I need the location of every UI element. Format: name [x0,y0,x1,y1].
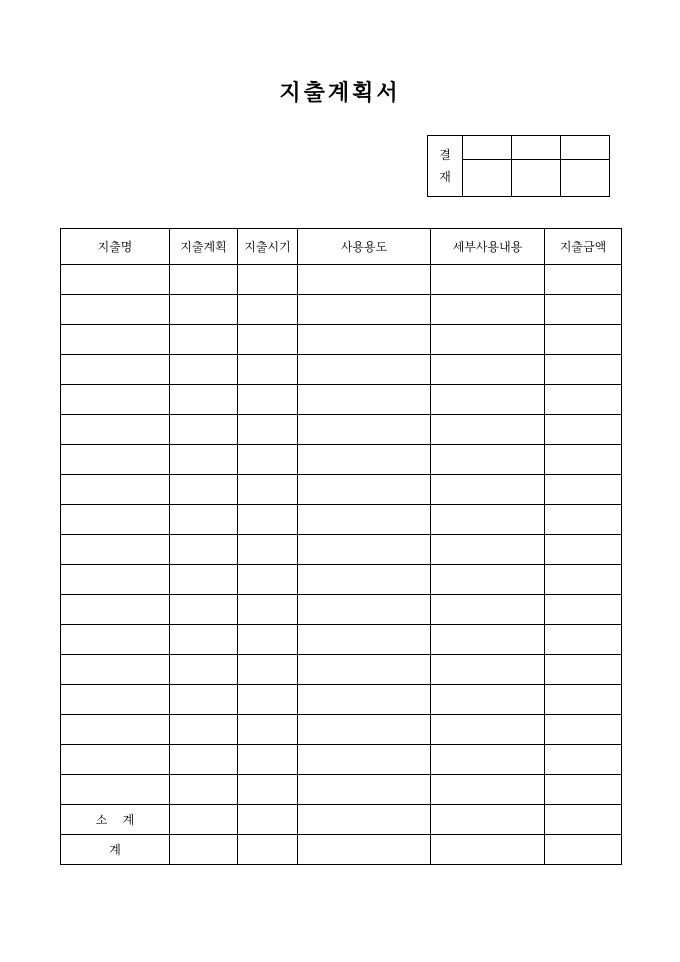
table-row [61,385,622,415]
table-cell[interactable] [545,625,622,655]
table-cell[interactable] [545,505,622,535]
table-header-row [61,229,622,265]
table-cell[interactable] [170,385,238,415]
table-cell[interactable] [61,595,170,625]
approval-label-line2: 재 [439,170,451,184]
header-expense-name: 지출명 [61,229,170,265]
table-cell[interactable] [298,655,431,685]
approval-box [427,135,610,197]
table-row [61,295,622,325]
table-cell[interactable] [238,535,298,565]
table-cell[interactable] [238,595,298,625]
approval-label-line1: 결 [439,148,451,162]
table-cell[interactable] [61,745,170,775]
table-cell[interactable] [431,595,545,625]
table-cell[interactable] [431,655,545,685]
table-cell[interactable] [431,685,545,715]
table-cell[interactable] [545,685,622,715]
table-cell[interactable] [431,505,545,535]
table-cell[interactable] [238,685,298,715]
table-cell[interactable] [238,805,298,835]
table-row [61,685,622,715]
total-row [61,835,622,865]
table-cell[interactable] [431,535,545,565]
table-cell[interactable] [61,325,170,355]
table-row [61,565,622,595]
table-row [61,325,622,355]
table-cell[interactable] [170,355,238,385]
table-cell[interactable] [238,775,298,805]
table-cell[interactable] [61,415,170,445]
table-cell[interactable] [298,385,431,415]
table-cell[interactable] [170,565,238,595]
table-row [61,655,622,685]
table-cell[interactable] [238,415,298,445]
table-cell[interactable] [545,655,622,685]
table-cell[interactable] [170,475,238,505]
table-cell[interactable] [431,445,545,475]
table-cell[interactable] [238,475,298,505]
table-cell[interactable] [431,565,545,595]
table-cell[interactable] [61,505,170,535]
table-cell[interactable] [545,565,622,595]
table-row [61,445,622,475]
table-cell[interactable] [298,715,431,745]
total-label: 계 [61,835,170,865]
table-cell[interactable] [61,445,170,475]
header-usage-purpose: 사용용도 [298,229,431,265]
table-cell[interactable] [298,295,431,325]
table-cell[interactable] [545,775,622,805]
table-cell[interactable] [238,565,298,595]
table-cell[interactable] [431,475,545,505]
table-cell[interactable] [545,295,622,325]
table-cell[interactable] [170,715,238,745]
table-cell[interactable] [238,325,298,355]
table-cell[interactable] [61,385,170,415]
table-cell[interactable] [298,535,431,565]
table-cell[interactable] [431,775,545,805]
table-cell[interactable] [61,295,170,325]
table-cell[interactable] [238,505,298,535]
table-cell[interactable] [170,415,238,445]
table-cell[interactable] [61,355,170,385]
table-cell[interactable] [431,295,545,325]
table-cell[interactable] [431,835,545,865]
approval-label [428,136,463,197]
table-cell[interactable] [61,565,170,595]
subtotal-row [61,805,622,835]
table-cell[interactable] [61,265,170,295]
table-cell[interactable] [298,325,431,355]
header-usage-details: 세부사용내용 [431,229,545,265]
approver-sign-cell-2[interactable] [512,160,561,197]
table-row [61,715,622,745]
table-cell[interactable] [61,625,170,655]
table-cell[interactable] [238,835,298,865]
table-cell[interactable] [431,265,545,295]
page-title: 지출계획서 [279,80,401,106]
table-cell[interactable] [170,655,238,685]
approver-sign-cell-3[interactable] [561,160,610,197]
table-cell[interactable] [170,265,238,295]
table-cell[interactable] [545,475,622,505]
table-cell[interactable] [431,625,545,655]
table-row [61,505,622,535]
table-cell[interactable] [170,625,238,655]
table-cell[interactable] [170,805,238,835]
table-cell[interactable] [545,415,622,445]
table-cell[interactable] [170,775,238,805]
table-cell[interactable] [238,385,298,415]
table-row [61,745,622,775]
table-row [61,415,622,445]
table-cell[interactable] [545,325,622,355]
table-cell[interactable] [238,625,298,655]
table-cell[interactable] [431,745,545,775]
table-cell[interactable] [170,295,238,325]
table-cell[interactable] [238,355,298,385]
table-cell[interactable] [545,835,622,865]
table-cell[interactable] [61,715,170,745]
table-cell[interactable] [298,775,431,805]
table-cell[interactable] [170,745,238,775]
table-cell[interactable] [298,805,431,835]
header-expense-plan: 지출계획 [170,229,238,265]
table-row [61,625,622,655]
approver-title-cell-3[interactable] [561,136,610,160]
table-cell[interactable] [61,535,170,565]
table-cell[interactable] [170,835,238,865]
approver-title-cell-1[interactable] [463,136,512,160]
table-cell[interactable] [298,475,431,505]
table-cell[interactable] [431,805,545,835]
table-cell[interactable] [170,325,238,355]
table-row [61,265,622,295]
table-cell[interactable] [298,445,431,475]
table-cell[interactable] [298,595,431,625]
header-expense-period: 지출시기 [238,229,298,265]
table-cell[interactable] [431,715,545,745]
header-expense-amount: 지출금액 [545,229,622,265]
table-row [61,475,622,505]
table-cell[interactable] [61,685,170,715]
table-cell[interactable] [431,355,545,385]
table-cell[interactable] [545,445,622,475]
table-cell[interactable] [298,835,431,865]
table-cell[interactable] [170,685,238,715]
table-cell[interactable] [545,265,622,295]
table-cell[interactable] [170,535,238,565]
table-cell[interactable] [545,805,622,835]
approver-sign-cell-1[interactable] [463,160,512,197]
table-cell[interactable] [238,655,298,685]
table-cell[interactable] [170,595,238,625]
table-cell[interactable] [298,565,431,595]
approver-title-cell-2[interactable] [512,136,561,160]
table-cell[interactable] [431,325,545,355]
table-cell[interactable] [298,355,431,385]
table-row [61,775,622,805]
table-cell[interactable] [545,595,622,625]
table-cell[interactable] [298,745,431,775]
table-cell[interactable] [298,505,431,535]
subtotal-label: 소 계 [61,805,170,835]
table-cell[interactable] [545,355,622,385]
table-cell[interactable] [238,745,298,775]
table-body [61,265,622,865]
table-cell[interactable] [170,505,238,535]
table-cell[interactable] [545,535,622,565]
table-cell[interactable] [431,415,545,445]
table-cell[interactable] [431,385,545,415]
table-cell[interactable] [61,775,170,805]
table-cell[interactable] [61,655,170,685]
table-cell[interactable] [238,265,298,295]
table-cell[interactable] [238,445,298,475]
table-row [61,535,622,565]
table-cell[interactable] [170,445,238,475]
table-cell[interactable] [298,265,431,295]
table-cell[interactable] [238,295,298,325]
table-cell[interactable] [298,685,431,715]
table-cell[interactable] [238,715,298,745]
table-row [61,355,622,385]
table-cell[interactable] [298,625,431,655]
expenditure-table [60,228,622,865]
table-cell[interactable] [545,745,622,775]
table-row [61,595,622,625]
table-cell[interactable] [61,475,170,505]
table-cell[interactable] [545,715,622,745]
table-cell[interactable] [545,385,622,415]
table-cell[interactable] [298,415,431,445]
